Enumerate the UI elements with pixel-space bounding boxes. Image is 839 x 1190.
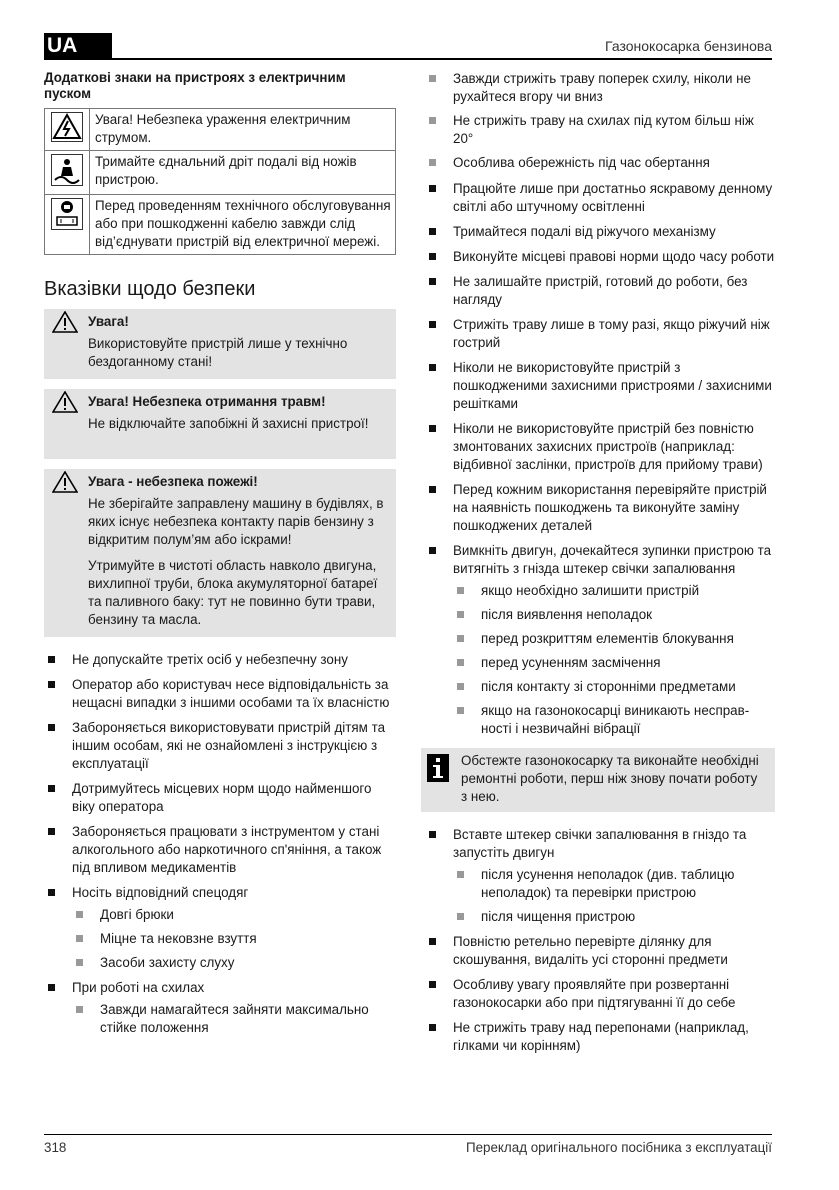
list-item: Перед кожним використання перевіряйте пристрій на наявність пошкоджень та виконуйте заміну пошкоджених деталей (425, 481, 775, 535)
list-item: Носіть відповідний спецодяг Довгі брюки Міцне та нековзне взуття Засоби захисту слуху (44, 884, 396, 972)
sub-list (72, 1001, 396, 1037)
warning-text: Не зберігайте заправлену машину в будівлях, в яких існує небезпека контакту парів бензину з відкритим полум’ям або іскрами! (88, 496, 384, 547)
sign-row (45, 151, 396, 195)
list-item: Забороняється використовувати пристрій дітям та іншим особам, які не ознайомлені з інструкцією з експлуатації (44, 719, 396, 773)
footer-rule (44, 1134, 772, 1135)
unplug-before-maintenance-icon (45, 195, 90, 255)
sub-list (453, 866, 775, 926)
warning-triangle-icon (52, 311, 78, 333)
sub-list (453, 582, 775, 738)
page-number: 318 (44, 1140, 67, 1155)
left-bullet-list (44, 651, 396, 1037)
warning-title-text: Увага! Небезпека отримання травм! (88, 394, 326, 409)
header-title: Газонокосарка бензинова (605, 38, 772, 54)
list-item: Працюйте лише при достатньо яскравому денному світлі або штучному освітленні (425, 180, 775, 216)
list-item: Забороняється працювати з інструментом у стані алкогольного або наркотичного сп'яніння, а також під впливом медикаментів (44, 823, 396, 877)
list-item: Не залишайте пристрій, готовий до роботи, без нагляду (425, 273, 775, 309)
warning-box (44, 389, 396, 459)
warning-triangle-icon (52, 471, 78, 493)
sign-row (45, 195, 396, 255)
info-icon (427, 754, 449, 782)
sub-list-item: після виявлення неполадок (453, 606, 775, 624)
list-item: Особливу увагу проявляйте при розвертанні газонокосарки або при підтягуванні її до себе (425, 976, 775, 1012)
electric-shock-warning-icon (45, 109, 90, 151)
right-bullet-list (425, 180, 775, 738)
list-item: Тримайтеся подалі від ріжучого механізму (425, 223, 775, 241)
warning-title (52, 473, 388, 491)
sub-list-item: перед розкриттям елементів блокування (453, 630, 775, 648)
warning-text: Не відключайте запобіжні й захисні пристрої! (88, 416, 369, 431)
list-item: Не стрижіть траву над перепонами (наприклад, гілками чи корінням) (425, 1019, 775, 1055)
sign-row (45, 109, 396, 151)
sub-list-item: Міцне та нековзне взуття (72, 930, 396, 948)
sub-list-item: Завжди намагайтеся зайняти максимально стійке положення (72, 1001, 396, 1037)
signs-heading: Додаткові знаки на пристроях з електричним пуском (44, 70, 346, 101)
sign-text: Увага! Небезпека ураження електричним струмом. (90, 109, 396, 151)
safety-heading: Вказівки щодо безпеки (44, 278, 256, 300)
list-item: Не допускайте третіх осіб у небезпечну зону (44, 651, 396, 669)
sub-list-item: перед усуненням засмічення (453, 654, 775, 672)
sub-list (72, 906, 396, 972)
warning-title-text: Увага - небезпека пожежі! (88, 474, 258, 489)
warning-triangle-icon (52, 391, 78, 413)
warning-title (52, 393, 388, 411)
list-item: Ніколи не використовуйте пристрій з пошкодженими захисними пристроями / захисними решітками (425, 359, 775, 413)
sub-list-item: після контакту зі сторонніми предметами (453, 678, 775, 696)
warning-text: Використовуйте пристрій лише у технічно бездоганному стані! (88, 336, 348, 369)
sub-list-item: Завжди стрижіть траву поперек схилу, ніколи не рухайтеся вгору чи вниз (425, 70, 775, 106)
sub-list-item: Особлива обережність під час обертання (425, 154, 775, 172)
info-note (421, 748, 775, 812)
keep-cable-away-icon (45, 151, 90, 195)
list-item: Виконуйте місцеві правові норми щодо часу роботи (425, 248, 775, 266)
list-item: Ніколи не використовуйте пристрій без повністю змонтованих захисних пристроїв (наприклад: відбивної заслінки, пристроїв для прийому трави) (425, 420, 775, 474)
warning-title (52, 313, 388, 331)
sub-list-item: Не стрижіть траву на схилах під кутом більш ніж 20° (425, 112, 775, 148)
language-badge: UA (44, 33, 112, 59)
sub-list-item: якщо необхідно залишити пристрій (453, 582, 775, 600)
sub-list-item: якщо на газонокосарці виникають несправності і незвичайні вібрації (453, 702, 775, 738)
signs-table (44, 108, 396, 255)
sub-list-item: Засоби захисту слуху (72, 954, 396, 972)
right-column (425, 70, 775, 1062)
header-rule (44, 58, 772, 60)
warning-box (44, 309, 396, 379)
sign-text: Перед проведенням технічного обслуговування або при пошкодженні кабелю завжди слід від’єднувати пристрій від електричної мережі. (90, 195, 396, 255)
list-item: Вимкніть двигун, дочекайтеся зупинки пристрою та витягніть з гнізда штекер свічки запалювання якщо необхідно залишити пристрій після виявлення неполадок перед розкриттям елементів блокування перед усуненням засмічення після контакту зі сторонніми предметами якщо на газонокосарці виникають несправності і незвичайні вібрації (425, 542, 775, 738)
list-item: Дотримуйтесь місцевих норм щодо найменшого віку оператора (44, 780, 396, 816)
list-item: Стрижіть траву лише в тому разі, якщо ріжучий ніж гострий (425, 316, 775, 352)
sub-list (425, 70, 775, 172)
footer-text: Переклад оригінального посібника з експлуатації (465, 1140, 772, 1155)
list-item: При роботі на схилах Завжди намагайтеся зайняти максимально стійке положення (44, 979, 396, 1037)
left-column (44, 70, 396, 1044)
warning-box (44, 469, 396, 637)
warning-title-text: Увага! (88, 314, 129, 329)
sub-list-item: після усунення неполадок (див. таблицю неполадок) та перевірки пристрою (453, 866, 775, 902)
warning-text: Утримуйте в чистоті область навколо двигуна, вихлипної труби, блока акумуляторної батареї та паливного баку: тут не повинно бути трави, бензину та масла. (88, 558, 378, 627)
sign-text: Тримайте єднальний дріт подалі від ножів пристрою. (90, 151, 396, 195)
sub-list-item: Довгі брюки (72, 906, 396, 924)
right-bullet-list-2 (425, 826, 775, 1055)
list-item: Вставте штекер свічки запалювання в гніздо та запустіть двигун після усунення неполадок (див. таблицю неполадок) та перевірки пристрою після чищення пристрою (425, 826, 775, 926)
info-text: Обстежте газонокосарку та виконайте необхідні ремонтні роботи, перш ніж знову почати роботу з нею. (461, 753, 759, 804)
sub-list-item: після чищення пристрою (453, 908, 775, 926)
list-item: Повністю ретельно перевірте ділянку для скошування, видаліть усі сторонні предмети (425, 933, 775, 969)
list-item: Оператор або користувач несе відповідальність за нещасні випадки з іншими особами та їх власністю (44, 676, 396, 712)
